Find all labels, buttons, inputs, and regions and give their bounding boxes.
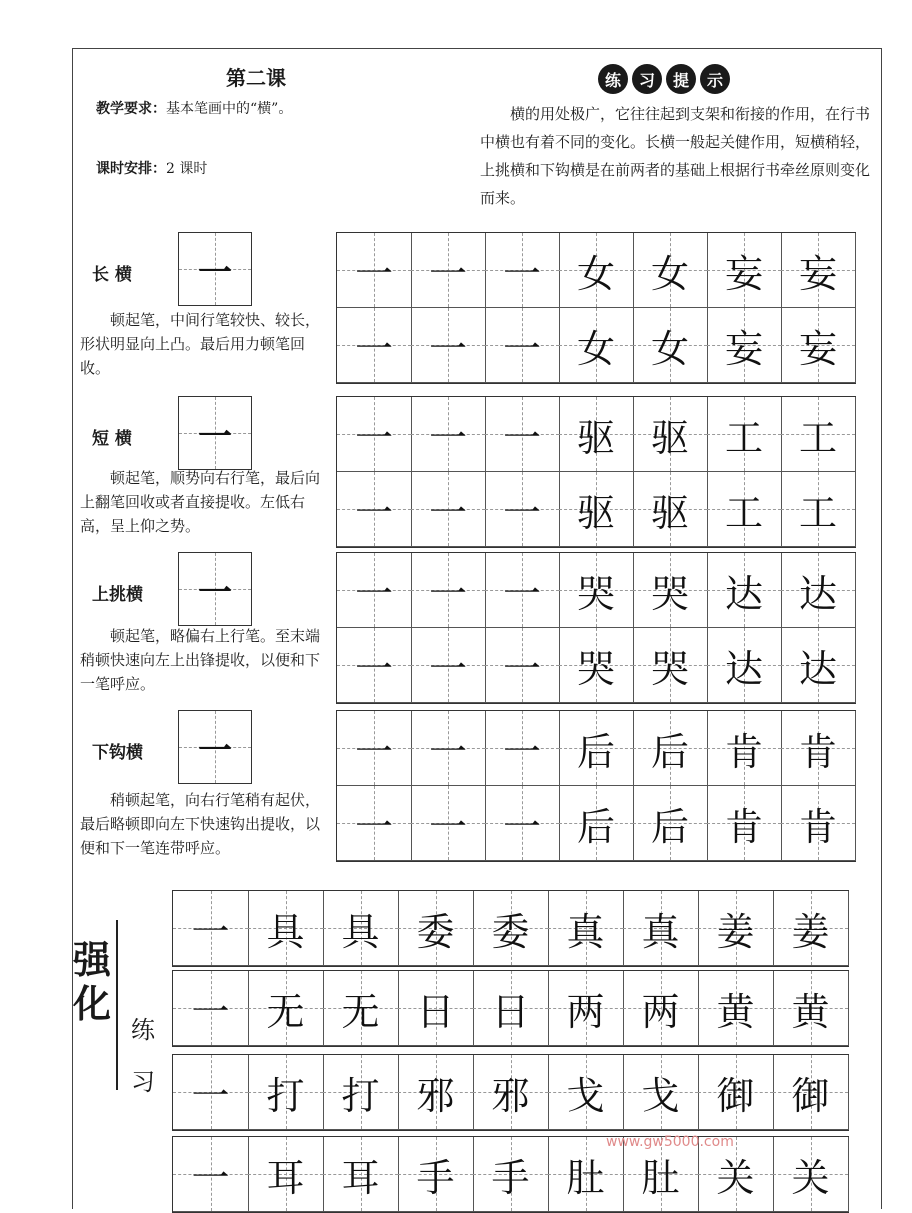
character-glyph: 无 xyxy=(341,989,380,1034)
character-glyph: 驱 xyxy=(650,415,689,460)
grid-cell xyxy=(173,971,249,1046)
character-glyph: 关 xyxy=(716,1155,755,1200)
character-glyph: 一 xyxy=(354,326,393,371)
reinforce-label: 化 xyxy=(72,982,111,1026)
character-glyph: 一 xyxy=(502,490,541,535)
grid-cell xyxy=(698,971,774,1046)
grid-cell xyxy=(473,1055,549,1130)
grid-cell xyxy=(707,786,782,861)
watermark: www.gw5000.com xyxy=(606,1134,734,1150)
character-glyph: 耳 xyxy=(341,1155,380,1200)
character-glyph: 女 xyxy=(650,326,689,371)
grid-cell xyxy=(248,1137,324,1212)
stroke-sample-box xyxy=(178,232,252,306)
grid-cell xyxy=(173,1137,249,1212)
grid-cell xyxy=(485,711,560,786)
grid-cell xyxy=(323,971,399,1046)
grid-cell xyxy=(337,628,412,703)
grid-cell xyxy=(337,397,412,472)
character-glyph: 工 xyxy=(798,490,837,535)
grid-cell xyxy=(473,971,549,1046)
grid-cell xyxy=(411,628,486,703)
grid-cell xyxy=(781,233,856,308)
reinforce-grid-row xyxy=(172,890,849,967)
character-glyph: 委 xyxy=(491,909,530,954)
character-glyph: 一 xyxy=(354,490,393,535)
practice-grid xyxy=(336,396,856,548)
requirement-text: 基本笔画中的“横”。 xyxy=(166,101,293,117)
grid-cell xyxy=(248,971,324,1046)
grid-cell xyxy=(485,397,560,472)
character-glyph: 黄 xyxy=(716,989,755,1034)
grid-cell xyxy=(773,1137,849,1212)
grid-cell xyxy=(633,397,708,472)
grid-cell xyxy=(633,308,708,383)
character-glyph: 妄 xyxy=(724,251,763,296)
grid-cell xyxy=(707,711,782,786)
character-glyph: 一 xyxy=(502,415,541,460)
schedule-label: 课时安排： xyxy=(96,161,166,177)
grid-cell xyxy=(548,891,624,966)
grid-cell xyxy=(411,472,486,547)
grid-cell xyxy=(411,397,486,472)
grid-cell xyxy=(411,233,486,308)
character-glyph: 打 xyxy=(341,1073,380,1118)
stroke-name: 上挑横 xyxy=(92,585,143,605)
character-glyph: 一 xyxy=(428,415,467,460)
character-glyph: 后 xyxy=(650,804,689,849)
stroke-sample-glyph: 一 xyxy=(198,730,232,771)
grid-cell xyxy=(337,786,412,861)
grid-cell xyxy=(559,786,634,861)
character-glyph: 后 xyxy=(576,729,615,774)
character-glyph: 一 xyxy=(354,251,393,296)
grid-cell xyxy=(337,553,412,628)
stroke-name: 长 横 xyxy=(92,265,132,285)
character-glyph: 女 xyxy=(576,251,615,296)
grid-cell xyxy=(248,891,324,966)
grid-cell xyxy=(781,472,856,547)
character-glyph: 无 xyxy=(266,989,305,1034)
grid-cell xyxy=(485,628,560,703)
character-glyph: 一 xyxy=(191,1073,230,1118)
grid-cell xyxy=(633,786,708,861)
character-glyph: 肚 xyxy=(641,1155,680,1200)
practice-label: 习 xyxy=(131,1068,155,1096)
character-glyph: 达 xyxy=(798,571,837,616)
stroke-name: 短 横 xyxy=(92,429,132,449)
grid-cell xyxy=(559,472,634,547)
character-glyph: 哭 xyxy=(650,571,689,616)
character-glyph: 后 xyxy=(650,729,689,774)
practice-divider xyxy=(116,920,118,1090)
character-glyph: 一 xyxy=(354,804,393,849)
grid-cell xyxy=(773,1055,849,1130)
grid-cell xyxy=(773,891,849,966)
character-glyph: 一 xyxy=(428,490,467,535)
grid-cell xyxy=(548,971,624,1046)
grid-cell xyxy=(559,628,634,703)
character-glyph: 一 xyxy=(428,729,467,774)
grid-cell xyxy=(781,553,856,628)
character-glyph: 一 xyxy=(354,646,393,691)
character-glyph: 一 xyxy=(428,251,467,296)
character-glyph: 关 xyxy=(791,1155,830,1200)
grid-cell xyxy=(633,628,708,703)
grid-cell xyxy=(473,891,549,966)
character-glyph: 一 xyxy=(502,571,541,616)
character-glyph: 达 xyxy=(724,646,763,691)
character-glyph: 邪 xyxy=(491,1073,530,1118)
practice-label: 练 xyxy=(131,1016,155,1044)
character-glyph: 一 xyxy=(428,326,467,371)
grid-cell xyxy=(698,891,774,966)
grid-cell xyxy=(707,628,782,703)
reinforce-label: 强 xyxy=(72,938,111,982)
tip-badge-char: 提 xyxy=(666,64,696,94)
character-glyph: 一 xyxy=(354,571,393,616)
character-glyph: 达 xyxy=(724,571,763,616)
grid-cell xyxy=(707,397,782,472)
character-glyph: 姜 xyxy=(716,909,755,954)
character-glyph: 黄 xyxy=(791,989,830,1034)
grid-cell xyxy=(781,397,856,472)
character-glyph: 日 xyxy=(491,989,530,1034)
character-glyph: 妄 xyxy=(724,326,763,371)
grid-cell xyxy=(781,786,856,861)
grid-cell xyxy=(633,553,708,628)
character-glyph: 肚 xyxy=(566,1155,605,1200)
character-glyph: 真 xyxy=(566,909,605,954)
stroke-sample-box xyxy=(178,396,252,470)
reinforce-grid-row xyxy=(172,1054,849,1131)
character-glyph: 日 xyxy=(416,989,455,1034)
character-glyph: 一 xyxy=(502,251,541,296)
practice-grid xyxy=(336,710,856,862)
character-glyph: 一 xyxy=(502,729,541,774)
practice-grid xyxy=(336,232,856,384)
character-glyph: 戈 xyxy=(641,1073,680,1118)
character-glyph: 一 xyxy=(502,804,541,849)
character-glyph: 一 xyxy=(428,646,467,691)
character-glyph: 一 xyxy=(191,909,230,954)
grid-cell xyxy=(411,308,486,383)
character-glyph: 驱 xyxy=(576,415,615,460)
character-glyph: 肯 xyxy=(798,804,837,849)
grid-cell xyxy=(559,711,634,786)
grid-cell xyxy=(398,1055,474,1130)
character-glyph: 一 xyxy=(428,804,467,849)
grid-cell xyxy=(485,308,560,383)
character-glyph: 手 xyxy=(491,1155,530,1200)
character-glyph: 哭 xyxy=(576,646,615,691)
grid-cell xyxy=(398,971,474,1046)
stroke-sample-glyph: 一 xyxy=(198,252,232,293)
grid-cell xyxy=(173,891,249,966)
grid-cell xyxy=(707,308,782,383)
character-glyph: 女 xyxy=(650,251,689,296)
grid-cell xyxy=(398,1137,474,1212)
grid-cell xyxy=(323,891,399,966)
grid-cell xyxy=(173,1055,249,1130)
grid-cell xyxy=(248,1055,324,1130)
grid-cell xyxy=(337,308,412,383)
reinforce-grid-row xyxy=(172,1136,849,1213)
grid-cell xyxy=(623,891,699,966)
character-glyph: 耳 xyxy=(266,1155,305,1200)
stroke-sample-box xyxy=(178,710,252,784)
character-glyph: 工 xyxy=(724,415,763,460)
grid-cell xyxy=(781,628,856,703)
tip-badge-char: 习 xyxy=(632,64,662,94)
character-glyph: 两 xyxy=(566,989,605,1034)
character-glyph: 工 xyxy=(798,415,837,460)
character-glyph: 一 xyxy=(354,415,393,460)
stroke-name: 下钩横 xyxy=(92,743,143,763)
character-glyph: 具 xyxy=(266,909,305,954)
character-glyph: 御 xyxy=(791,1073,830,1118)
grid-cell xyxy=(559,553,634,628)
stroke-sample-box xyxy=(178,552,252,626)
lesson-title: 第二课 xyxy=(226,66,286,90)
practice-tips-text: 横的用处极广，它往往起到支架和衔接的作用，在行书中横也有着不同的变化。长横一般起关健作用，短横稍轻，上挑横和下钩横是在前两者的基础上根据行书牵丝原则变化而来。 xyxy=(480,105,871,207)
grid-cell xyxy=(633,472,708,547)
grid-cell xyxy=(323,1137,399,1212)
grid-cell xyxy=(781,711,856,786)
grid-cell xyxy=(781,308,856,383)
character-glyph: 真 xyxy=(641,909,680,954)
grid-cell xyxy=(485,233,560,308)
grid-cell xyxy=(633,233,708,308)
grid-cell xyxy=(773,971,849,1046)
character-glyph: 一 xyxy=(502,326,541,371)
grid-cell xyxy=(337,711,412,786)
character-glyph: 邪 xyxy=(416,1073,455,1118)
character-glyph: 达 xyxy=(798,646,837,691)
grid-cell xyxy=(411,711,486,786)
grid-cell xyxy=(548,1055,624,1130)
stroke-sample-glyph: 一 xyxy=(198,572,232,613)
grid-cell xyxy=(411,786,486,861)
grid-cell xyxy=(323,1055,399,1130)
teaching-requirement xyxy=(96,98,292,118)
character-glyph: 驱 xyxy=(650,490,689,535)
stroke-description: 顿起笔，略偏右上行笔。至末端稍顿快速向左上出锋提收，以便和下一笔呼应。 xyxy=(80,627,321,693)
character-glyph: 工 xyxy=(724,490,763,535)
grid-cell xyxy=(559,397,634,472)
character-glyph: 具 xyxy=(341,909,380,954)
practice-tips-badge xyxy=(598,64,730,94)
stroke-sample-glyph: 一 xyxy=(198,416,232,457)
grid-cell xyxy=(411,553,486,628)
character-glyph: 姜 xyxy=(791,909,830,954)
grid-cell xyxy=(559,308,634,383)
character-glyph: 一 xyxy=(191,1155,230,1200)
grid-cell xyxy=(623,1055,699,1130)
grid-cell xyxy=(485,553,560,628)
character-glyph: 打 xyxy=(266,1073,305,1118)
character-glyph: 御 xyxy=(716,1073,755,1118)
grid-cell xyxy=(707,233,782,308)
character-glyph: 一 xyxy=(191,989,230,1034)
character-glyph: 两 xyxy=(641,989,680,1034)
tip-badge-char: 练 xyxy=(598,64,628,94)
character-glyph: 一 xyxy=(428,571,467,616)
character-glyph: 一 xyxy=(354,729,393,774)
stroke-description: 顿起笔，顺势向右行笔，最后向上翻笔回收或者直接提收。左低右高，呈上仰之势。 xyxy=(80,469,321,535)
grid-cell xyxy=(337,233,412,308)
character-glyph: 哭 xyxy=(650,646,689,691)
stroke-description: 顿起笔，中间行笔较快、较长，形状明显向上凸。最后用力顿笔回收。 xyxy=(80,311,321,377)
character-glyph: 妄 xyxy=(798,251,837,296)
requirement-label: 教学要求： xyxy=(96,101,166,117)
grid-cell xyxy=(707,472,782,547)
grid-cell xyxy=(485,786,560,861)
character-glyph: 委 xyxy=(416,909,455,954)
grid-cell xyxy=(473,1137,549,1212)
tip-badge-char: 示 xyxy=(700,64,730,94)
practice-grid xyxy=(336,552,856,704)
character-glyph: 戈 xyxy=(566,1073,605,1118)
character-glyph: 哭 xyxy=(576,571,615,616)
character-glyph: 女 xyxy=(576,326,615,371)
grid-cell xyxy=(707,553,782,628)
grid-cell xyxy=(337,472,412,547)
class-schedule xyxy=(96,158,207,178)
grid-cell xyxy=(398,891,474,966)
grid-cell xyxy=(623,971,699,1046)
grid-cell xyxy=(698,1055,774,1130)
character-glyph: 肯 xyxy=(724,804,763,849)
schedule-text: 2 课时 xyxy=(166,161,208,177)
stroke-description: 稍顿起笔，向右行笔稍有起伏，最后略顿即向左下快速钩出提收，以便和下一笔连带呼应。 xyxy=(80,791,321,857)
character-glyph: 妄 xyxy=(798,326,837,371)
character-glyph: 一 xyxy=(502,646,541,691)
character-glyph: 手 xyxy=(416,1155,455,1200)
character-glyph: 肯 xyxy=(724,729,763,774)
character-glyph: 后 xyxy=(576,804,615,849)
grid-cell xyxy=(485,472,560,547)
character-glyph: 驱 xyxy=(576,490,615,535)
reinforce-grid-row xyxy=(172,970,849,1047)
grid-cell xyxy=(633,711,708,786)
character-glyph: 肯 xyxy=(798,729,837,774)
grid-cell xyxy=(559,233,634,308)
